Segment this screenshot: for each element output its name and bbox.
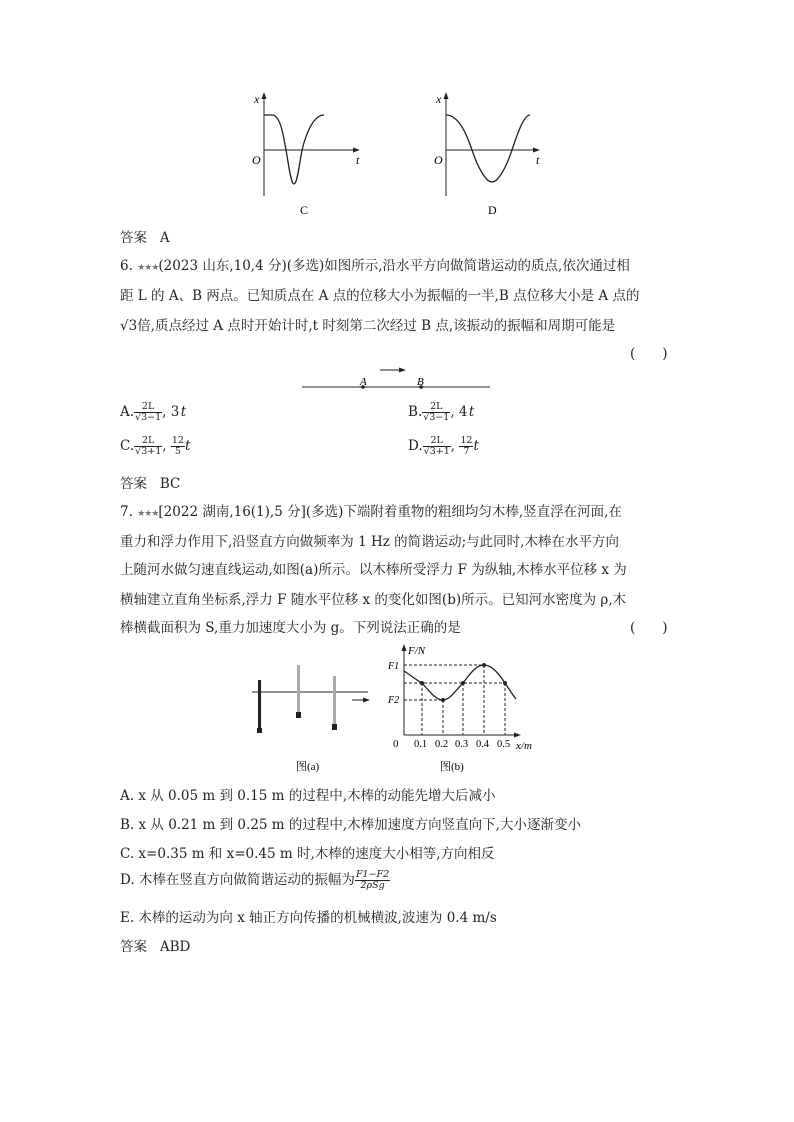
q6-answer-bracket: ( ) bbox=[630, 346, 668, 362]
option-fraction bbox=[134, 436, 162, 457]
fig-b-origin: 0 bbox=[393, 738, 399, 750]
figure-b-caption: 图(b) bbox=[440, 761, 464, 773]
amplitude-fraction bbox=[355, 870, 390, 891]
fig-b-f2-label: F2 bbox=[388, 695, 400, 706]
q6-option-c bbox=[120, 436, 190, 457]
fraction-num: 2L bbox=[134, 436, 162, 447]
fraction-den: √3+1 bbox=[423, 445, 450, 457]
fraction-den: 5 bbox=[174, 445, 181, 457]
q7-answer-bracket: ( ) bbox=[630, 620, 668, 636]
fraction-den: √3−1 bbox=[135, 411, 162, 423]
graph-c-origin: O bbox=[252, 153, 261, 167]
q6-direction-arrow-icon bbox=[399, 368, 406, 373]
fraction-den: √3−1 bbox=[423, 411, 450, 423]
q7-option-d bbox=[120, 868, 390, 891]
q7-line-4: 横轴建立直角坐标系,浮力 F 随水平位移 x 的变化如图(b)所示。已知河水密度为 ρ,木 bbox=[120, 592, 627, 608]
option-d-text: D. 木棒在竖直方向做简谐运动的振幅为 bbox=[120, 872, 355, 888]
fig-b-tick: 0.1 bbox=[414, 739, 428, 750]
fig-b-x-arrow-icon bbox=[514, 733, 521, 738]
rod-3 bbox=[333, 676, 336, 726]
q6-sqrt3: √3 bbox=[120, 318, 138, 334]
answer-value: BC bbox=[159, 476, 181, 492]
fig-b-point-03 bbox=[461, 681, 465, 685]
graph-d-caption: D bbox=[488, 203, 497, 217]
q7-option-b: B. x 从 0.21 m 到 0.25 m 的过程中,木棒加速度方向竖直向下,大小逐渐变小 bbox=[120, 817, 581, 833]
option-t: t bbox=[184, 437, 191, 454]
q7-figure-a bbox=[246, 662, 376, 772]
q6-line-1 bbox=[120, 254, 630, 274]
answer-value: A bbox=[159, 230, 170, 246]
option-t: t bbox=[473, 437, 479, 454]
difficulty-stars-icon: ★★★ bbox=[137, 263, 159, 273]
option-fraction-2 bbox=[171, 436, 185, 457]
q6-point-b-label: B bbox=[417, 376, 424, 388]
option-sep: , bbox=[162, 437, 171, 454]
rod-2 bbox=[297, 665, 300, 715]
q6-option-b bbox=[408, 402, 474, 423]
fig-b-point-04 bbox=[482, 663, 486, 667]
fig-b-x-label: x/m bbox=[516, 740, 532, 752]
fraction-num: 12 bbox=[460, 435, 473, 446]
fig-b-tick: 0.5 bbox=[497, 739, 511, 750]
fig-b-tick: 0.3 bbox=[455, 739, 469, 750]
rod-3-weight bbox=[332, 724, 337, 730]
graph-d-t-arrow-icon bbox=[533, 148, 540, 153]
graph-c-x-label: x bbox=[254, 92, 260, 106]
graphs-cd bbox=[240, 88, 560, 223]
graph-c-x-arrow-icon bbox=[262, 92, 267, 99]
q6-answer bbox=[120, 472, 180, 492]
q6-diagram bbox=[300, 360, 495, 392]
answer-value: ABD bbox=[159, 939, 191, 955]
option-label: D. bbox=[408, 437, 423, 454]
difficulty-stars-icon: ★★★ bbox=[137, 509, 159, 519]
graph-d bbox=[434, 92, 540, 217]
graph-c-caption: C bbox=[300, 203, 309, 217]
fig-b-point-01 bbox=[420, 681, 424, 685]
graph-d-curve bbox=[446, 115, 530, 182]
rod-1-weight bbox=[257, 728, 262, 733]
option-t: t bbox=[180, 403, 187, 420]
q7-option-c: C. x=0.35 m 和 x=0.45 m 时,木棒的速度大小相等,方向相反 bbox=[120, 846, 495, 862]
option-label: A. bbox=[120, 403, 135, 420]
option-fraction bbox=[422, 402, 450, 423]
option-fraction bbox=[134, 402, 162, 423]
fraction-num: 12 bbox=[171, 435, 184, 446]
graph-c-t-arrow-icon bbox=[353, 148, 360, 153]
graph-d-x-label: x bbox=[436, 92, 442, 106]
fraction-num: 2L bbox=[423, 436, 451, 447]
q6-option-a bbox=[120, 402, 186, 423]
q6-text-3: 倍,质点经过 A 点时开始计时,t 时刻第二次经过 B 点,该振动的振幅和周期可能是 bbox=[137, 318, 616, 334]
option-fraction-2 bbox=[459, 436, 473, 457]
q7-number: 7. bbox=[120, 504, 133, 520]
q7-line-2: 重力和浮力作用下,沿竖直方向做频率为 1 Hz 的简谐运动;与此同时,木棒在水平方向 bbox=[120, 534, 619, 550]
q6-line-2: 距 L 的 A、B 两点。已知质点在 A 点的位移大小为振幅的一半,B 点位移大小是 A 点的 bbox=[120, 288, 640, 304]
q7-answer bbox=[120, 935, 190, 955]
graph-d-origin: O bbox=[434, 153, 443, 167]
answer-label: 答案 bbox=[120, 939, 147, 955]
fig-b-point-02 bbox=[441, 698, 445, 702]
figure-a-caption: 图(a) bbox=[296, 761, 320, 772]
rod-1 bbox=[258, 680, 261, 730]
flow-arrow-icon bbox=[363, 698, 370, 703]
q7-line-1 bbox=[120, 500, 622, 520]
option-tail: , 3 bbox=[162, 403, 180, 420]
graph-c bbox=[252, 92, 360, 217]
graph-c-t-label: t bbox=[356, 153, 360, 167]
option-label: C. bbox=[120, 437, 135, 454]
fraction-den: 7 bbox=[463, 445, 470, 457]
option-sep: , bbox=[450, 437, 460, 454]
graph-d-t-label: t bbox=[536, 153, 540, 167]
fig-b-y-label: F/N bbox=[408, 645, 426, 657]
option-label: B. bbox=[408, 403, 423, 420]
option-t: t bbox=[468, 403, 475, 420]
fraction-num: 2L bbox=[134, 402, 162, 413]
fig-b-f1-label: F1 bbox=[388, 661, 400, 672]
fig-b-tick: 0.2 bbox=[435, 739, 449, 750]
q7-option-a: A. x 从 0.05 m 到 0.15 m 的过程中,木棒的动能先增大后减小 bbox=[120, 788, 496, 804]
fig-b-y-arrow-icon bbox=[402, 644, 407, 651]
q7-figure-b bbox=[386, 640, 536, 775]
fraction-num: 2L bbox=[422, 402, 450, 413]
q6-number: 6. bbox=[120, 258, 133, 274]
fraction-den: 2ρSg bbox=[360, 880, 385, 891]
q6-line-3 bbox=[120, 314, 615, 334]
option-tail: , 4 bbox=[450, 403, 468, 420]
q7-line-5: 棒横截面积为 S,重力加速度大小为 g。下列说法正确的是 bbox=[120, 620, 461, 636]
answer-label: 答案 bbox=[120, 230, 147, 246]
rod-2-weight bbox=[296, 712, 301, 718]
fig-b-point-05 bbox=[503, 681, 507, 685]
graph-d-x-arrow-icon bbox=[444, 92, 449, 99]
fraction-den: √3+1 bbox=[135, 445, 162, 457]
fraction-num: F1−F2 bbox=[355, 869, 390, 881]
q7-text-1: [2022 湖南,16(1),5 分](多选)下端附着重物的粗细均匀木棒,竖直浮在河面,在 bbox=[158, 504, 622, 520]
option-fraction bbox=[423, 436, 451, 457]
fig-b-tick: 0.4 bbox=[476, 739, 490, 750]
q6-option-d bbox=[408, 436, 479, 457]
answer-label: 答案 bbox=[120, 476, 147, 492]
q5-answer bbox=[120, 226, 170, 246]
q6-point-a-label: A bbox=[360, 376, 367, 388]
q6-text-1: (2023 山东,10,4 分)(多选)如图所示,沿水平方向做简谐运动的质点,依次通过相 bbox=[158, 258, 630, 274]
q7-line-3: 上随河水做匀速直线运动,如图(a)所示。以木棒所受浮力 F 为纵轴,木棒水平位移 x 为 bbox=[120, 562, 627, 578]
q7-option-e: E. 木棒的运动为向 x 轴正方向传播的机械横波,波速为 0.4 m/s bbox=[120, 910, 497, 926]
